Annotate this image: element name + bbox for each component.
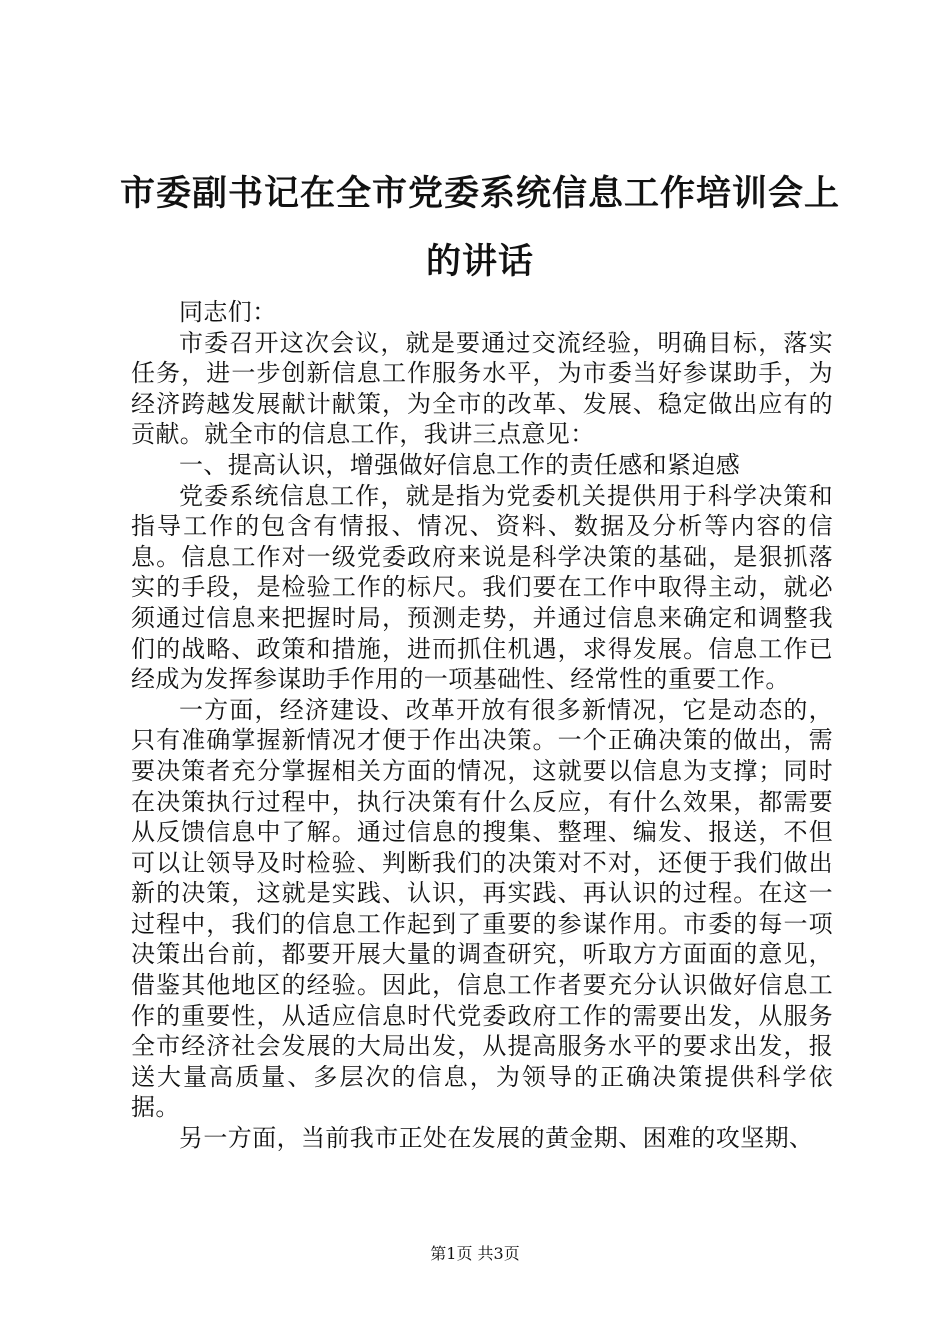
- intro-paragraph: 市委召开这次会议，就是要通过交流经验，明确目标，落实任务，进一步创新信息工作服务水平，为市委当好参谋助手，为经济跨越发展献计献策，为全市的改革、发展、稳定做出应有的贡献。就全市的信息工作，我讲三点意见：: [131, 328, 833, 449]
- body-paragraph: 党委系统信息工作，就是指为党委机关提供用于科学决策和指导工作的包含有情报、情况、资料、数据及分析等内容的信息。信息工作对一级党委政府来说是科学决策的基础，是狠抓落实的手段，是检验工作的标尺。我们要在工作中取得主动，就必须通过信息来把握时局，预测走势，并通过信息来确定和调整我们的战略、政策和措施，进而抓住机遇，求得发展。信息工作已经成为发挥参谋助手作用的一项基础性、经常性的重要工作。: [131, 481, 833, 694]
- page-number-footer: 第1页 共3页: [430, 1244, 520, 1263]
- body-paragraph: 另一方面，当前我市正处在发展的黄金期、困难的攻坚期、: [179, 1124, 814, 1153]
- document-title: 市委副书记在全市党委系统信息工作培训会上的讲话: [120, 173, 841, 282]
- body-paragraph: 一方面，经济建设、改革开放有很多新情况，它是动态的，只有准确掌握新情况才便于作出决策。一个正确决策的做出，需要决策者充分掌握相关方面的情况，这就要以信息为支撑；同时在决策执行过程中，执行决策有什么反应，有什么效果，都需要从反馈信息中了解。通过信息的搜集、整理、编发、报送，不但可以让领导及时检验、判断我们的决策对不对，还便于我们做出新的决策，这就是实践、认识，再实践、再认识的过程。在这一过程中，我们的信息工作起到了重要的参谋作用。市委的每一项决策出台前，都要开展大量的调查研究，听取方方面面的意见，借鉴其他地区的经验。因此，信息工作者要充分认识做好信息工作的重要性，从适应信息时代党委政府工作的需要出发，从服务全市经济社会发展的大局出发，从提高服务水平的要求出发，报送大量高质量、多层次的信息，为领导的正确决策提供科学依据。: [131, 695, 833, 1122]
- salutation-paragraph: 同志们：: [179, 298, 277, 326]
- section-heading: 一、提高认识，增强做好信息工作的责任感和紧迫感: [179, 450, 741, 479]
- document-body: [131, 297, 833, 1154]
